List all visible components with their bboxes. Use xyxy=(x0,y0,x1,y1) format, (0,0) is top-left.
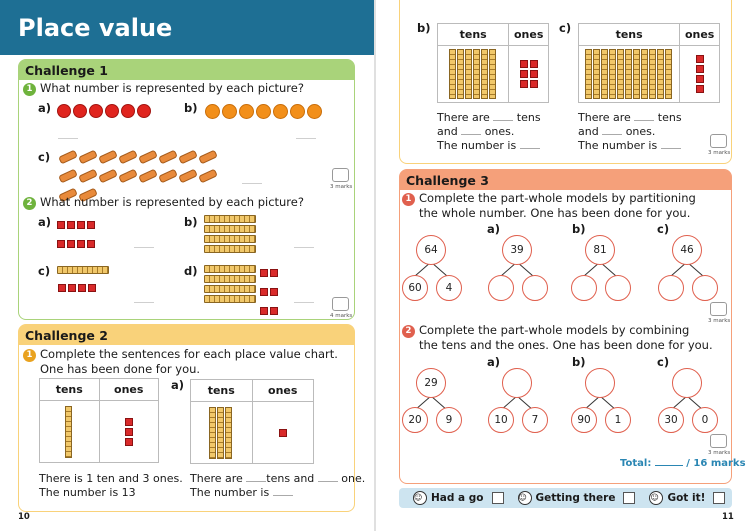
marks-box-c2[interactable] xyxy=(710,134,727,148)
rating-checkbox-got-it[interactable] xyxy=(713,492,725,504)
whole-circle: 64 xyxy=(416,235,446,265)
challenge-2-header: Challenge 2 xyxy=(19,325,354,345)
c1-q1-label-a: a) xyxy=(38,101,52,115)
answer-line-1b[interactable] xyxy=(296,138,316,139)
whole-circle: 81 xyxy=(585,235,615,265)
place-value-chart-b xyxy=(437,23,549,103)
part-circle-blank[interactable] xyxy=(488,275,514,301)
answer-blank[interactable] xyxy=(273,495,293,496)
answer-line-2c[interactable] xyxy=(134,302,154,303)
place-value-chart-example xyxy=(39,378,159,463)
c2-label-a: a) xyxy=(171,378,185,392)
whole-circle-blank[interactable] xyxy=(502,368,532,398)
c3-q1-label-c: c) xyxy=(657,222,670,236)
marks-box-c3-q2[interactable] xyxy=(710,434,727,448)
tens-flats-picture-b xyxy=(204,215,256,253)
c2-example-text: There is 1 ten and 3 ones. The number is 13 xyxy=(39,472,183,499)
marks-label-c3-q2: 3 marks xyxy=(708,450,731,456)
challenge-1-header: Challenge 1 xyxy=(19,60,354,80)
c3-q1-label-a: a) xyxy=(487,222,501,236)
tens-header: tens xyxy=(438,24,509,45)
answer-blank[interactable] xyxy=(461,134,481,135)
right-page-number: 11 xyxy=(722,512,734,522)
c1-question-2: 2 What number is represented by each picture? xyxy=(23,195,304,210)
c2-a-text: There are tens and one. The number is xyxy=(190,472,366,499)
challenge-3-header: Challenge 3 xyxy=(400,170,731,190)
page-title: Place value xyxy=(0,0,375,55)
tens-ones-picture-c xyxy=(57,266,109,297)
whole-circle-blank[interactable] xyxy=(585,368,615,398)
whole-circle: 39 xyxy=(502,235,532,265)
c2-b-text: There are tens and ones. The number is xyxy=(437,111,541,152)
ones-header: ones xyxy=(114,383,144,396)
tens-flats-picture-d xyxy=(204,265,256,303)
marks-box-c1-q2[interactable] xyxy=(332,297,349,311)
rating-got-it: Got it! xyxy=(667,492,706,504)
whole-circle: 29 xyxy=(416,368,446,398)
total-marks: Total: / 16 marks xyxy=(620,458,746,469)
marks-label-c1-q2: 4 marks xyxy=(330,313,353,319)
whole-circle-blank[interactable] xyxy=(672,368,702,398)
c1-q1-label-c: c) xyxy=(38,150,51,164)
c3-q2-label-c: c) xyxy=(657,355,670,369)
part-circle: 20 xyxy=(402,407,428,433)
answer-line-2d[interactable] xyxy=(294,302,314,303)
answer-line-2b[interactable] xyxy=(294,247,314,248)
part-circle: 90 xyxy=(571,407,597,433)
answer-blank[interactable] xyxy=(602,134,622,135)
c3-question-1: 1 Complete the part-whole models by partitioning the whole number. One has been done for you. xyxy=(402,191,722,220)
answer-blank[interactable] xyxy=(520,148,540,149)
part-circle-blank[interactable] xyxy=(692,275,718,301)
marks-box-c3-q1[interactable] xyxy=(710,302,727,316)
marks-label-c1-q1: 3 marks xyxy=(330,184,353,190)
part-circle-blank[interactable] xyxy=(605,275,631,301)
part-circle: 30 xyxy=(658,407,684,433)
answer-blank[interactable] xyxy=(661,148,681,149)
part-circle-blank[interactable] xyxy=(571,275,597,301)
rating-checkbox-had-a-go[interactable] xyxy=(492,492,504,504)
marks-box-c1-q1[interactable] xyxy=(332,168,349,182)
ones-header: ones xyxy=(684,28,715,41)
c1-q2-label-b: b) xyxy=(184,215,198,229)
rating-getting-there: Getting there xyxy=(535,492,616,504)
part-circle: 60 xyxy=(402,275,428,301)
marks-label-c3-q1: 3 marks xyxy=(708,318,731,324)
c3-q2-label-b: b) xyxy=(572,355,586,369)
page-gutter xyxy=(374,0,376,531)
answer-line-1a[interactable] xyxy=(58,138,78,139)
part-circle: 9 xyxy=(436,407,462,433)
c3-question-2: 2 Complete the part-whole models by combining the tens and the ones. One has been done for you. xyxy=(402,323,727,352)
rating-had-a-go: Had a go xyxy=(431,492,484,504)
part-circle: 10 xyxy=(488,407,514,433)
tens-header: tens xyxy=(40,379,100,400)
c2-label-c: c) xyxy=(559,21,572,35)
place-value-chart-c xyxy=(578,23,720,103)
whole-circle: 46 xyxy=(672,235,702,265)
c3-q2-label-a: a) xyxy=(487,355,501,369)
part-circle-blank[interactable] xyxy=(658,275,684,301)
part-circle: 1 xyxy=(605,407,631,433)
answer-blank[interactable] xyxy=(634,120,654,121)
marks-label-c2: 3 marks xyxy=(708,150,731,156)
ones-header: ones xyxy=(513,28,544,41)
rating-checkbox-getting-there[interactable] xyxy=(623,492,635,504)
c1-q2-label-a: a) xyxy=(38,215,52,229)
ones-header: ones xyxy=(268,384,298,397)
face-icon: ☺ xyxy=(413,491,427,505)
tens-header: tens xyxy=(579,24,680,45)
answer-line-1c[interactable] xyxy=(242,183,262,184)
part-circle: 0 xyxy=(692,407,718,433)
answer-blank[interactable] xyxy=(318,481,338,482)
part-circle: 4 xyxy=(436,275,462,301)
face-icon: ☺ xyxy=(518,491,532,505)
face-icon: ☺ xyxy=(649,491,663,505)
tens-header: tens xyxy=(191,380,253,401)
oranges-picture xyxy=(205,104,324,123)
total-blank[interactable] xyxy=(655,465,683,466)
answer-line-2a[interactable] xyxy=(134,247,154,248)
left-page-number: 10 xyxy=(18,512,30,522)
ones-cubes-picture-a xyxy=(56,215,102,253)
c2-label-b: b) xyxy=(417,21,431,35)
c2-c-text: There are tens and ones. The number is xyxy=(578,111,682,152)
apples-picture xyxy=(57,103,153,122)
answer-blank[interactable] xyxy=(246,481,266,482)
c1-q2-label-c: c) xyxy=(38,264,51,278)
c1-q2-label-d: d) xyxy=(184,264,198,278)
place-value-chart-a xyxy=(190,379,314,464)
c3-q1-label-b: b) xyxy=(572,222,586,236)
self-rating-bar xyxy=(399,488,732,508)
c1-q1-label-b: b) xyxy=(184,101,198,115)
answer-blank[interactable] xyxy=(493,120,513,121)
c1-question-1: 1 What number is represented by each picture? xyxy=(23,81,304,96)
part-circle-blank[interactable] xyxy=(522,275,548,301)
c2-question: 1 Complete the sentences for each place value chart. One has been done for you. xyxy=(23,347,343,376)
part-circle: 7 xyxy=(522,407,548,433)
